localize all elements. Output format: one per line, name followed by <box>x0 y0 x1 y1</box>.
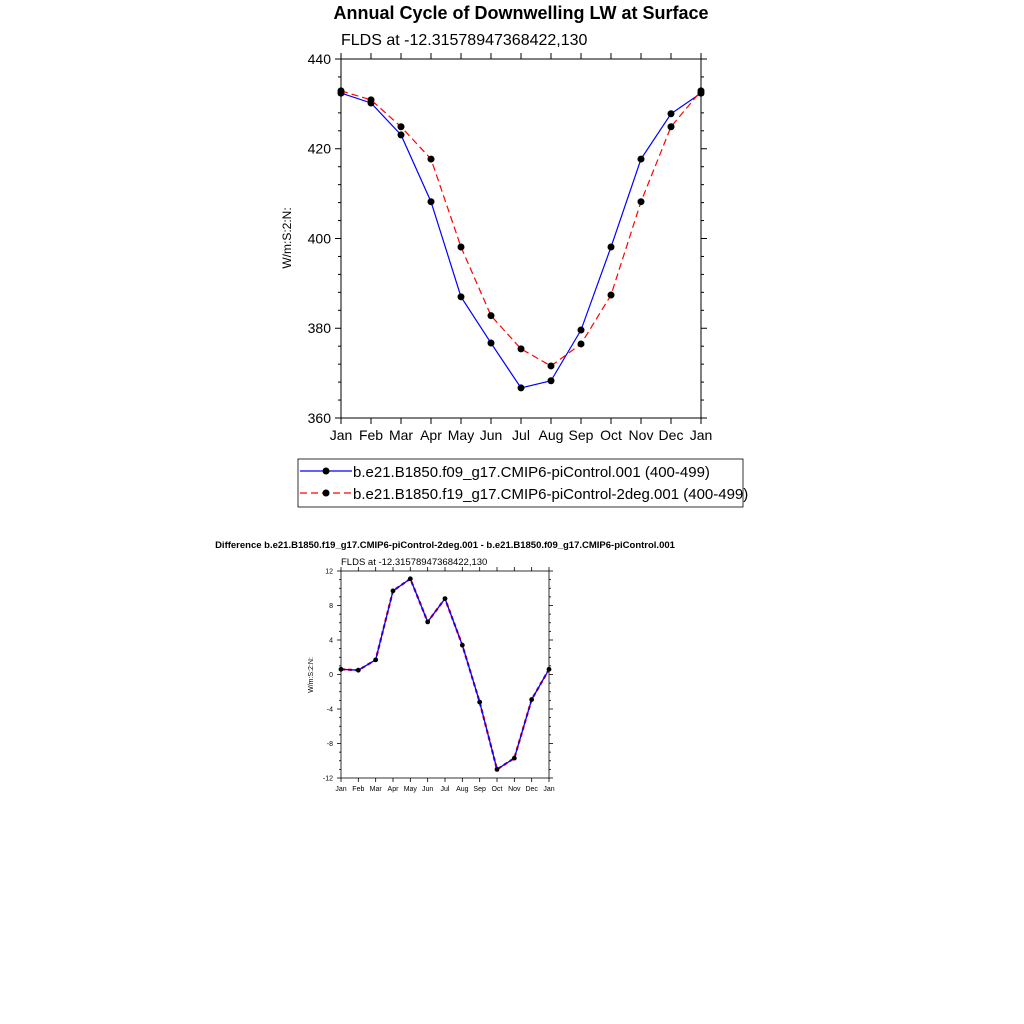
x-tick-label: Feb <box>352 786 365 793</box>
data-point <box>668 123 675 130</box>
y-tick-label: 0 <box>329 671 333 679</box>
data-point <box>398 123 405 130</box>
x-tick-label: May <box>403 786 417 793</box>
data-point <box>338 87 345 94</box>
x-tick-label: Jan <box>329 427 353 443</box>
x-tick-label: Jan <box>543 786 555 793</box>
data-point <box>391 588 396 593</box>
data-point <box>512 756 517 761</box>
data-point <box>356 668 361 673</box>
x-tick-label: Nov <box>508 786 521 793</box>
data-point <box>488 312 495 319</box>
data-point <box>488 340 495 347</box>
x-tick-label: Oct <box>491 786 503 793</box>
difference-chart-title: Difference b.e21.B1850.f19_g17.CMIP6-piControl-2deg.001 - b.e21.B1850.f09_g17.CMIP6-piControl.001 <box>215 540 675 551</box>
x-tick-label: Jun <box>422 786 434 793</box>
x-tick-label: Apr <box>420 427 442 443</box>
data-point <box>428 156 435 163</box>
legend-marker-series-1 <box>323 468 330 475</box>
y-tick-label: -8 <box>326 740 333 748</box>
difference-chart-subtitle: FLDS at -12.31578947368422,130 <box>341 557 488 568</box>
x-tick-label: Aug <box>538 427 564 443</box>
difference-plot <box>323 567 555 793</box>
chart-subtitle: FLDS at -12.31578947368422,130 <box>341 32 588 49</box>
data-point <box>408 576 413 581</box>
data-point <box>608 292 615 299</box>
data-point <box>518 345 525 352</box>
x-tick-label: Jun <box>479 427 503 443</box>
data-point <box>547 667 552 672</box>
x-tick-label: Apr <box>387 786 399 793</box>
chart-title: Annual Cycle of Downwelling LW at Surface <box>333 3 709 23</box>
data-point <box>425 619 430 624</box>
series-line-1 <box>341 93 701 388</box>
y-tick-label: 400 <box>307 230 331 247</box>
data-point <box>460 643 465 648</box>
data-point <box>428 198 435 205</box>
y-tick-label: 360 <box>307 409 331 426</box>
y-tick-label: 420 <box>307 140 331 157</box>
data-point <box>443 596 448 601</box>
x-tick-label: Jul <box>440 786 450 793</box>
x-tick-label: Jan <box>335 786 347 793</box>
data-point <box>373 657 378 662</box>
data-point <box>518 384 525 391</box>
data-point <box>495 767 500 772</box>
x-tick-label: Sep <box>568 427 594 443</box>
legend-marker-series-2 <box>323 490 330 497</box>
series-line-underlay <box>341 579 549 770</box>
data-point <box>398 131 405 138</box>
legend-label-series-1: b.e21.B1850.f09_g17.CMIP6-piControl.001 (400-499) <box>353 464 710 481</box>
y-tick-label: -12 <box>322 775 333 783</box>
x-tick-label: Jul <box>512 427 530 443</box>
y-tick-label: 440 <box>307 50 331 67</box>
legend <box>298 459 748 507</box>
x-tick-label: May <box>447 427 475 443</box>
data-point <box>458 244 465 251</box>
y-axis-label: W/m:S:2:N: <box>280 207 294 269</box>
x-tick-label: Jan <box>689 427 713 443</box>
data-point <box>548 362 555 369</box>
x-tick-label: Sep <box>473 786 486 793</box>
data-point <box>339 667 344 672</box>
plot-frame <box>341 59 701 418</box>
data-point <box>529 697 534 702</box>
data-point <box>578 340 585 347</box>
data-point <box>698 87 705 94</box>
x-tick-label: Aug <box>456 786 469 793</box>
x-tick-label: Dec <box>525 786 538 793</box>
x-tick-label: Mar <box>388 427 414 443</box>
data-point <box>477 700 482 705</box>
x-tick-label: Dec <box>658 427 684 443</box>
x-tick-label: Nov <box>628 427 654 443</box>
data-point <box>638 156 645 163</box>
x-tick-label: Mar <box>369 786 382 793</box>
y-tick-label: 4 <box>329 637 333 645</box>
data-point <box>368 96 375 103</box>
difference-y-axis-label: W/m:S:2:N: <box>308 657 315 693</box>
data-point <box>458 293 465 300</box>
y-tick-label: 12 <box>325 568 333 576</box>
data-point <box>608 244 615 251</box>
series-line-2 <box>341 91 701 366</box>
y-tick-label: -4 <box>326 706 333 714</box>
data-point <box>638 198 645 205</box>
series-line-1 <box>341 579 549 770</box>
main-plot <box>308 51 713 443</box>
y-tick-label: 380 <box>307 320 331 337</box>
x-tick-label: Feb <box>358 427 384 443</box>
data-point <box>548 377 555 384</box>
x-tick-label: Oct <box>600 427 622 443</box>
data-point <box>668 110 675 117</box>
y-tick-label: 8 <box>329 602 333 610</box>
data-point <box>578 327 585 334</box>
legend-label-series-2: b.e21.B1850.f19_g17.CMIP6-piControl-2deg.001 (400-499) <box>353 486 749 503</box>
